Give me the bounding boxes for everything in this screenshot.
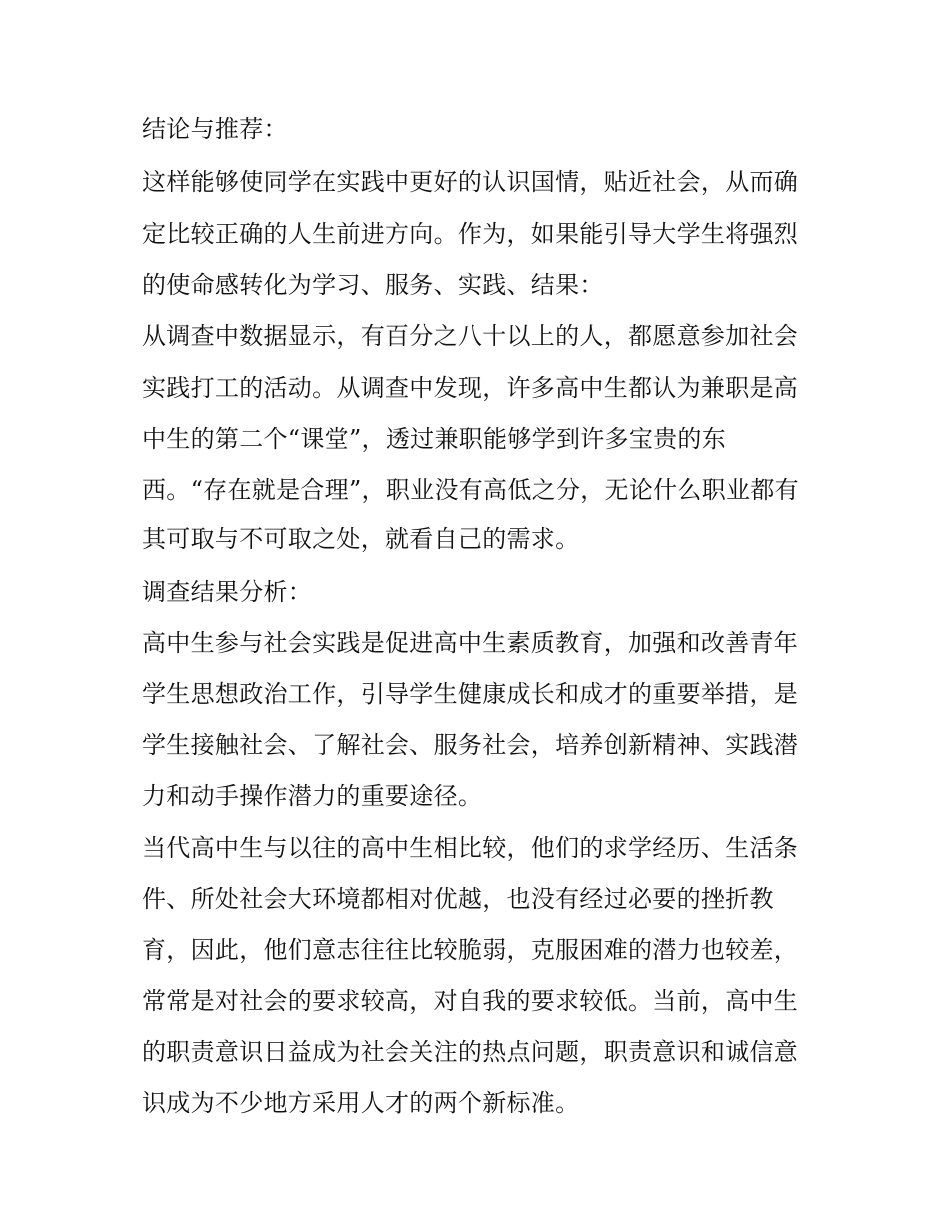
text-line: 常常是对社会的要求较高，对自我的要求较低。当前，高中生 (142, 987, 799, 1015)
text-line: 西。“存在就是合理”，职业没有高低之分，无论什么职业都有 (142, 476, 799, 504)
text-line: 实践打工的活动。从调查中发现，许多高中生都认为兼职是高 (142, 374, 799, 402)
text-line: 定比较正确的人生前进方向。作为，如果能引导大学生将强烈 (142, 220, 799, 248)
text-line: 学生思想政治工作，引导学生健康成长和成才的重要举措，是 (142, 680, 799, 708)
text-line: 育，因此，他们意志往往比较脆弱，克服困难的潜力也较差， (142, 936, 799, 964)
text-line: 其可取与不可取之处，就看自己的需求。 (142, 525, 580, 553)
text-line: 从调查中数据显示，有百分之八十以上的人，都愿意参加社会 (142, 322, 799, 350)
text-line: 中生的第二个“课堂”，透过兼职能够学到许多宝贵的东 (142, 425, 727, 453)
text-line: 学生接触社会、了解社会、服务社会，培养创新精神、实践潜 (142, 731, 799, 759)
text-line: 当代高中生与以往的高中生相比较，他们的求学经历、生活条 (142, 834, 799, 862)
heading-conclusion: 结论与推荐： (142, 115, 288, 143)
text-line: 识成为不少地方采用人才的两个新标准。 (142, 1089, 580, 1117)
text-line: 这样能够使同学在实践中更好的认识国情，贴近社会，从而确 (142, 168, 799, 196)
text-line: 件、所处社会大环境都相对优越，也没有经过必要的挫折教 (142, 885, 774, 913)
heading-analysis: 调查结果分析： (142, 578, 313, 606)
text-line: 力和动手操作潜力的重要途径。 (142, 782, 483, 810)
text-line: 的职责意识日益成为社会关注的热点问题，职责意识和诚信意 (142, 1038, 799, 1066)
text-line: 高中生参与社会实践是促进高中生素质教育，加强和改善青年 (142, 629, 799, 657)
text-line: 的使命感转化为学习、服务、实践、结果： (142, 271, 604, 299)
